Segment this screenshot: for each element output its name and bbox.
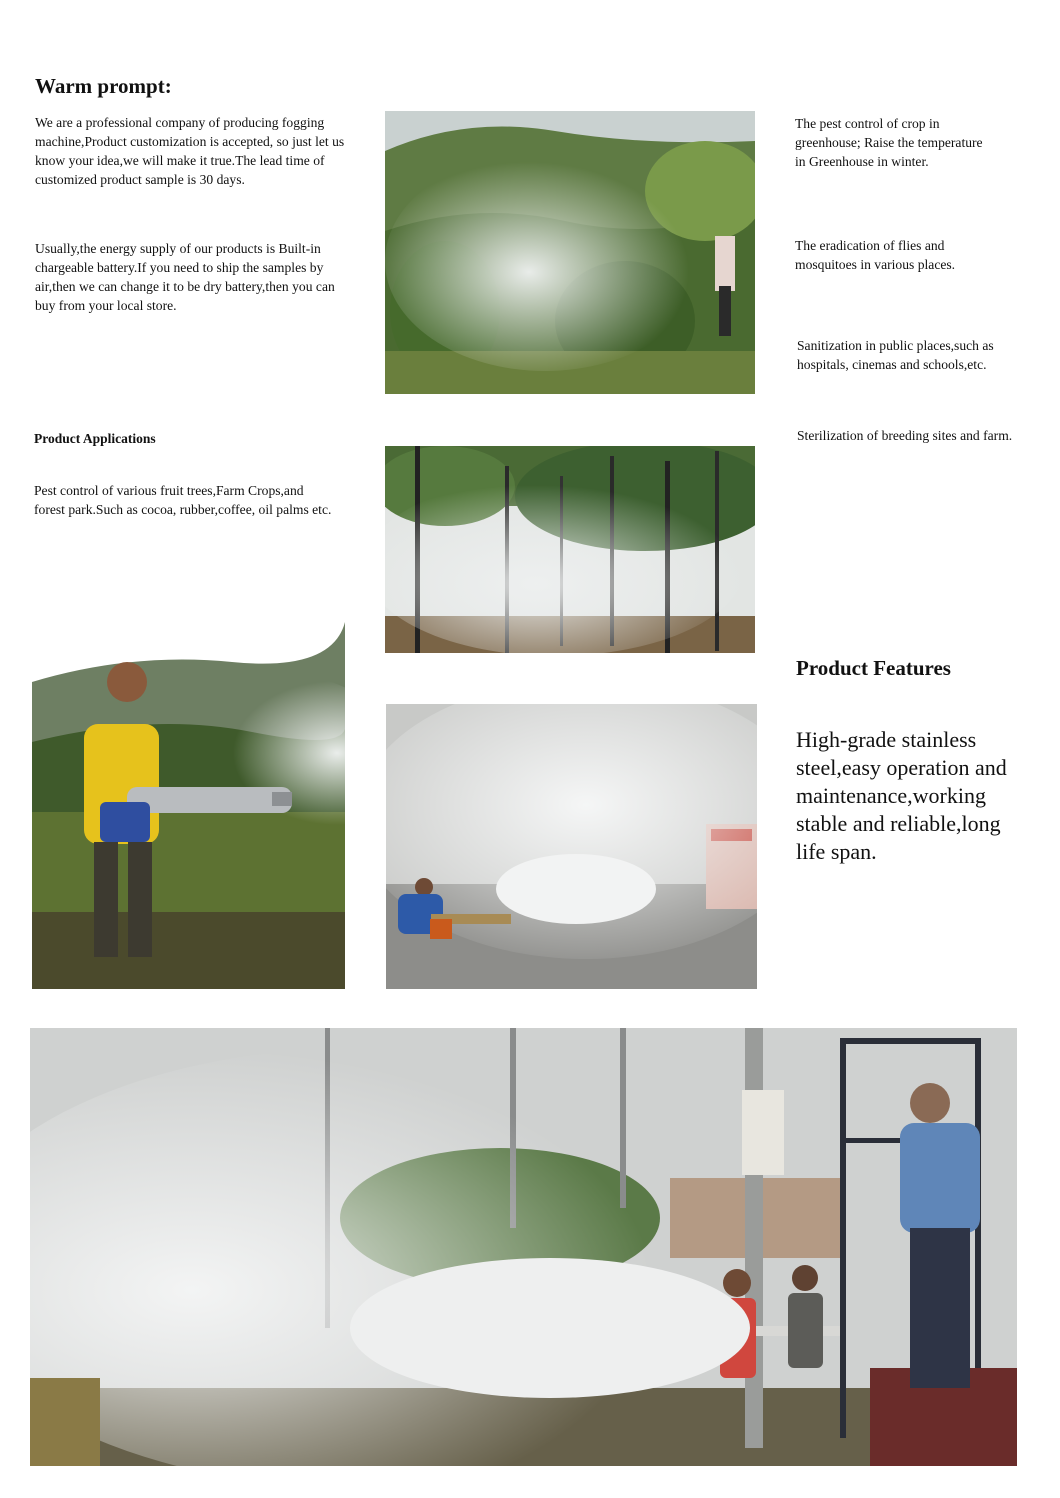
applications-text: Pest control of various fruit trees,Farm Crops,and forest park.Such as cocoa, rubber,coffee, oil palms etc. [34, 483, 332, 517]
features-title: Product Features [796, 656, 951, 680]
use-item-greenhouse: The pest control of crop in greenhouse; Raise the temperature in Greenhouse in winter. [795, 116, 983, 169]
street-fogging-photo [30, 1028, 1017, 1466]
warm-prompt-paragraph-1: We are a professional company of producing fogging machine,Product customization is accepted, so just let us know your idea,we will make it true.The lead time of customized product sample is 30 days. [35, 115, 345, 187]
warehouse-fogging-photo [386, 704, 757, 989]
use-item-flies-mosquitoes: The eradication of flies and mosquitoes in various places. [795, 238, 956, 272]
applications-title: Product Applications [34, 431, 156, 446]
use-item-public-places: Sanitization in public places,such as hospitals, cinemas and schools,etc. [797, 338, 994, 372]
use-item-breeding-sites: Sterilization of breeding sites and farm. [797, 428, 1013, 443]
orchard-fogging-photo [385, 111, 755, 394]
features-text: High-grade stainless steel,easy operation and maintenance,working stable and reliable,long life span. [796, 727, 1007, 864]
farmer-with-fogger-photo [32, 572, 345, 989]
forest-fogging-photo [385, 446, 755, 653]
warm-prompt-title: Warm prompt: [35, 74, 172, 98]
warm-prompt-paragraph-2: Usually,the energy supply of our products is Built-in chargeable battery.If you need to ship the samples by air,then we can change it to be dry battery,then you can buy from your local store. [35, 241, 335, 313]
